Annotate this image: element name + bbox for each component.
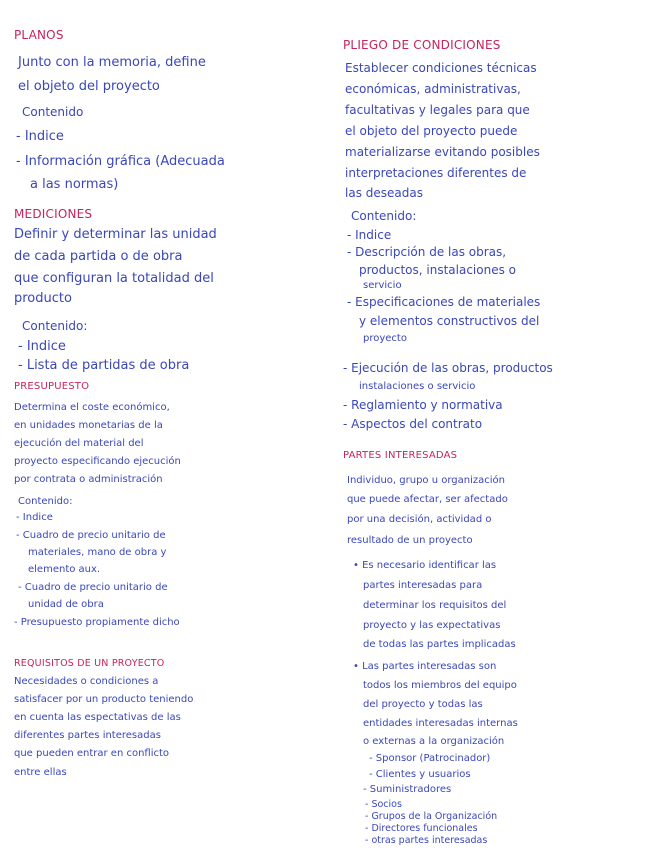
pliego-item: - Descripción de las obras, bbox=[347, 245, 507, 259]
presupuesto-line: proyecto especificando ejecución bbox=[14, 456, 181, 467]
partes-line: Individuo, grupo u organización bbox=[347, 475, 505, 486]
partes-bullet-line: o externas a la organización bbox=[363, 736, 505, 747]
partes-sub-item: - Grupos de la Organización bbox=[365, 811, 498, 822]
mediciones-line: Definir y determinar las unidad bbox=[14, 227, 217, 242]
planos-item: - Información gráfica (Adecuada bbox=[16, 154, 225, 169]
presupuesto-line: por contrata o administración bbox=[14, 474, 163, 485]
partes-bullet-line: partes interesadas para bbox=[363, 580, 483, 591]
mediciones-contenido: Contenido: bbox=[22, 319, 88, 333]
pliego-item: - Indice bbox=[347, 228, 392, 242]
presupuesto-item: - Cuadro de precio unitario de bbox=[16, 530, 166, 541]
planos-item: - Indice bbox=[16, 129, 64, 144]
presupuesto-item: materiales, mano de obra y bbox=[28, 547, 167, 558]
pliego-contenido: Contenido: bbox=[351, 209, 417, 223]
partes-line: por una decisión, actividad o bbox=[347, 514, 492, 525]
mediciones-line: que configuran la totalidad del bbox=[14, 271, 214, 286]
planos-line: el objeto del proyecto bbox=[18, 79, 160, 94]
presupuesto-title: PRESUPUESTO bbox=[14, 381, 90, 392]
pliego-item: - Ejecución de las obras, productos bbox=[343, 361, 553, 375]
requisitos-title: REQUISITOS DE UN PROYECTO bbox=[14, 658, 165, 669]
partes-sub-item: - Clientes y usuarios bbox=[369, 769, 471, 780]
mediciones-line: producto bbox=[14, 291, 72, 306]
pliego-line: económicas, administrativas, bbox=[345, 82, 521, 96]
planos-item: a las normas) bbox=[30, 177, 119, 192]
requisitos-line: satisfacer por un producto teniendo bbox=[14, 694, 194, 705]
pliego-item: proyecto bbox=[363, 333, 407, 344]
mediciones-item: - Lista de partidas de obra bbox=[18, 358, 190, 373]
pliego-line: materializarse evitando posibles bbox=[345, 145, 540, 159]
presupuesto-item: - Presupuesto propiamente dicho bbox=[14, 617, 180, 628]
pliego-line: interpretaciones diferentes de bbox=[345, 166, 527, 180]
presupuesto-contenido: Contenido: bbox=[18, 496, 73, 507]
partes-bullet-line: • Las partes interesadas son bbox=[353, 661, 497, 672]
planos-contenido: Contenido bbox=[22, 105, 84, 119]
pliego-item: instalaciones o servicio bbox=[359, 381, 476, 392]
presupuesto-item: - Indice bbox=[16, 512, 53, 523]
presupuesto-line: en unidades monetarias de la bbox=[14, 420, 163, 431]
planos-title: PLANOS bbox=[14, 28, 64, 42]
pliego-item: - Reglamiento y normativa bbox=[343, 398, 503, 412]
mediciones-item: - Indice bbox=[18, 339, 66, 354]
requisitos-line: Necesidades o condiciones a bbox=[14, 676, 159, 687]
partes-bullet-line: • Es necesario identificar las bbox=[353, 560, 497, 571]
partes-bullet-line: proyecto y las expectativas bbox=[363, 620, 501, 631]
pliego-item: - Aspectos del contrato bbox=[343, 417, 483, 431]
pliego-item: - Especificaciones de materiales bbox=[347, 295, 541, 309]
pliego-item: servicio bbox=[363, 280, 402, 291]
requisitos-line: diferentes partes interesadas bbox=[14, 730, 161, 741]
mediciones-line: de cada partida o de obra bbox=[14, 249, 183, 264]
partes-bullet-line: determinar los requisitos del bbox=[363, 600, 507, 611]
presupuesto-item: - Cuadro de precio unitario de bbox=[18, 582, 168, 593]
partes-title: PARTES INTERESADAS bbox=[343, 450, 458, 461]
partes-sub-item: - otras partes interesadas bbox=[365, 835, 488, 846]
pliego-item: y elementos constructivos del bbox=[359, 314, 540, 328]
planos-line: Junto con la memoria, define bbox=[18, 55, 206, 70]
presupuesto-item: elemento aux. bbox=[28, 564, 101, 575]
pliego-line: las deseadas bbox=[345, 186, 423, 200]
partes-bullet-line: de todas las partes implicadas bbox=[363, 639, 516, 650]
partes-sub-item: - Socios bbox=[365, 799, 402, 810]
partes-bullet-line: todos los miembros del equipo bbox=[363, 680, 517, 691]
presupuesto-item: unidad de obra bbox=[28, 599, 104, 610]
requisitos-line: en cuenta las espectativas de las bbox=[14, 712, 181, 723]
presupuesto-line: ejecución del material del bbox=[14, 438, 144, 449]
requisitos-line: que pueden entrar en conflicto bbox=[14, 748, 170, 759]
requisitos-line: entre ellas bbox=[14, 767, 67, 778]
pliego-line: Establecer condiciones técnicas bbox=[345, 61, 537, 75]
pliego-line: el objeto del proyecto puede bbox=[345, 124, 518, 138]
partes-bullet-line: del proyecto y todas las bbox=[363, 699, 483, 710]
pliego-item: productos, instalaciones o bbox=[359, 263, 516, 277]
pliego-title: PLIEGO DE CONDICIONES bbox=[343, 38, 501, 52]
presupuesto-line: Determina el coste económico, bbox=[14, 402, 170, 413]
partes-sub-item: - Directores funcionales bbox=[365, 823, 478, 834]
mediciones-title: MEDICIONES bbox=[14, 207, 93, 221]
pliego-line: facultativas y legales para que bbox=[345, 103, 530, 117]
partes-bullet-line: entidades interesadas internas bbox=[363, 718, 518, 729]
partes-line: resultado de un proyecto bbox=[347, 535, 473, 546]
partes-sub-item: - Sponsor (Patrocinador) bbox=[369, 753, 491, 764]
partes-line: que puede afectar, ser afectado bbox=[347, 494, 508, 505]
partes-sub-item: - Suministradores bbox=[363, 784, 452, 795]
